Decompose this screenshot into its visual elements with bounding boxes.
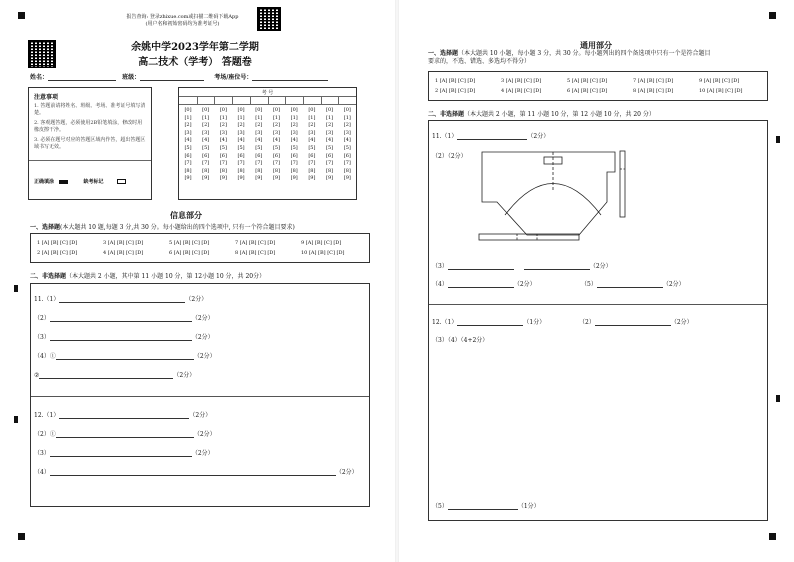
exam-digit-bubble[interactable]: [9] bbox=[237, 175, 245, 182]
exam-digit-bubble[interactable]: [6] bbox=[202, 152, 210, 159]
score-label: （2分） bbox=[662, 281, 685, 288]
general-q11-p4b bbox=[581, 279, 685, 288]
info-q12-p4-label: （4） bbox=[34, 469, 50, 476]
answer-line[interactable] bbox=[457, 320, 523, 326]
exam-digit-bubble[interactable]: [7] bbox=[343, 160, 351, 167]
student-qr-code bbox=[28, 40, 56, 68]
notes-box bbox=[28, 87, 152, 200]
exam-digit-bubble[interactable]: [5] bbox=[308, 144, 316, 151]
score-label: （2分） bbox=[193, 431, 216, 438]
exam-digit-bubble[interactable]: [1] bbox=[326, 114, 334, 121]
exam-digit-bubble[interactable]: [8] bbox=[290, 167, 298, 174]
exam-digit-bubble[interactable]: [2] bbox=[326, 122, 334, 129]
general-mc-heading bbox=[428, 50, 768, 66]
side-mark bbox=[14, 416, 18, 423]
exam-digit-bubble[interactable]: [7] bbox=[255, 160, 263, 167]
exam-digit-bubble[interactable]: [9] bbox=[184, 175, 192, 182]
side-mark bbox=[776, 395, 780, 402]
top-notice bbox=[115, 14, 250, 28]
exam-digit-bubble[interactable]: [7] bbox=[308, 160, 316, 167]
mc-question-options[interactable]: 3 [A] [B] [C] [D] bbox=[501, 78, 542, 84]
general-mc-heading-bold: 一、选择题 bbox=[428, 50, 459, 57]
exam-digit-bubble[interactable]: [8] bbox=[202, 167, 210, 174]
exam-digit-bubble[interactable]: [0] bbox=[343, 107, 351, 113]
exam-digit-bubble[interactable]: [5] bbox=[202, 144, 210, 151]
exam-number-column bbox=[287, 107, 302, 183]
exam-digit-bubble[interactable]: [7] bbox=[184, 160, 192, 167]
grid-separator bbox=[197, 96, 198, 104]
exam-digit-bubble[interactable]: [7] bbox=[290, 160, 298, 167]
info-q11-p2-label: （2） bbox=[34, 315, 50, 322]
general-mc-box bbox=[428, 71, 768, 101]
score-label: （2分） bbox=[191, 334, 214, 341]
exam-digit-bubble[interactable]: [1] bbox=[237, 114, 245, 121]
mc-question-options[interactable]: 7 [A] [B] [C] [D] bbox=[235, 240, 276, 246]
absent-mark-label: 缺考标记 bbox=[83, 179, 104, 185]
answer-line[interactable] bbox=[59, 297, 185, 303]
mc-question-options[interactable]: 1 [A] [B] [C] [D] bbox=[435, 78, 476, 84]
general-q12-p3-label: （3）（4）（4+2分） bbox=[432, 337, 489, 344]
exam-digit-bubble[interactable]: [9] bbox=[272, 175, 281, 182]
mc-question-options[interactable]: 6 [A] [B] [C] [D] bbox=[567, 88, 608, 94]
exam-digit-bubble[interactable]: [6] bbox=[326, 152, 334, 159]
top-notice-line2: (用户名和初始密码均为准考证号) bbox=[145, 21, 220, 27]
exam-number-column bbox=[216, 107, 231, 183]
exam-digit-bubble[interactable]: [4] bbox=[272, 137, 281, 144]
answer-line[interactable] bbox=[50, 316, 192, 322]
info-q11-p4-label: （4）① bbox=[34, 353, 56, 360]
general-q11-p4b-label: （5） bbox=[581, 281, 597, 288]
exam-digit-bubble[interactable]: [6] bbox=[272, 152, 281, 159]
general-q11-p3 bbox=[432, 261, 612, 270]
general-part-title: 通用部分 bbox=[580, 40, 612, 50]
exam-digit-bubble[interactable]: [1] bbox=[219, 114, 227, 121]
info-q12-p4 bbox=[34, 467, 358, 476]
score-label: （2分） bbox=[193, 353, 216, 360]
mc-question-options[interactable]: 1 [A] [B] [C] [D] bbox=[37, 240, 78, 246]
exam-digit-bubble[interactable]: [2] bbox=[272, 122, 281, 129]
score-label: （2分） bbox=[670, 319, 693, 326]
info-q11-p1 bbox=[34, 294, 207, 303]
room-seat-field[interactable] bbox=[252, 75, 328, 81]
exam-digit-bubble[interactable]: [6] bbox=[255, 152, 263, 159]
exam-digit-bubble[interactable]: [2] bbox=[202, 122, 210, 129]
info-q11-p3-label: （3） bbox=[34, 334, 50, 341]
grid-separator bbox=[285, 96, 286, 104]
answer-line[interactable] bbox=[39, 373, 173, 379]
exam-digit-bubble[interactable]: [0] bbox=[184, 107, 192, 113]
exam-digit-bubble[interactable]: [4] bbox=[219, 137, 227, 144]
side-view-drawing bbox=[617, 149, 629, 219]
name-field[interactable] bbox=[48, 75, 116, 81]
exam-digit-bubble[interactable]: [9] bbox=[308, 175, 316, 182]
notes-item: 2. 客观题答题，必须使用2B铅笔填涂，修改时用橡皮擦干净。 bbox=[34, 120, 143, 133]
exam-digit-bubble[interactable]: [4] bbox=[326, 137, 334, 144]
exam-digit-bubble[interactable]: [5] bbox=[326, 144, 334, 151]
exam-digit-bubble[interactable]: [3] bbox=[326, 129, 334, 136]
exam-digit-bubble[interactable]: [3] bbox=[237, 129, 245, 136]
exam-digit-bubble[interactable]: [5] bbox=[237, 144, 245, 151]
exam-digit-bubble[interactable]: [2] bbox=[290, 122, 298, 129]
exam-digit-bubble[interactable]: [7] bbox=[237, 160, 245, 167]
exam-digit-bubble[interactable]: [8] bbox=[184, 167, 192, 174]
mc-question-options[interactable]: 2 [A] [B] [C] [D] bbox=[37, 250, 78, 256]
score-label: （2分） bbox=[185, 296, 208, 303]
page-subtitle: 高二技术（学考） 答题卷 bbox=[138, 57, 252, 68]
general-q12-p2 bbox=[579, 317, 693, 326]
score-label: （2分） bbox=[191, 315, 214, 322]
answer-line[interactable] bbox=[457, 134, 527, 140]
score-label: （2分） bbox=[335, 469, 358, 476]
info-nonmc-heading-bold: 二、非选择题 bbox=[30, 273, 67, 280]
mc-question-options[interactable]: 7 [A] [B] [C] [D] bbox=[633, 78, 674, 84]
exam-digit-bubble[interactable]: [0] bbox=[255, 107, 263, 113]
mc-question-options[interactable]: 9 [A] [B] [C] [D] bbox=[301, 240, 342, 246]
exam-digit-bubble[interactable]: [1] bbox=[184, 114, 192, 121]
exam-digit-bubble[interactable]: [8] bbox=[219, 167, 227, 174]
student-fields bbox=[30, 72, 328, 81]
exam-digit-bubble[interactable]: [8] bbox=[326, 167, 334, 174]
grid-separator bbox=[303, 96, 304, 104]
score-label: （2分） bbox=[589, 263, 612, 270]
exam-digit-bubble[interactable]: [2] bbox=[343, 122, 351, 129]
mc-question-options[interactable]: 2 [A] [B] [C] [D] bbox=[435, 88, 476, 94]
exam-digit-bubble[interactable]: [9] bbox=[202, 175, 210, 182]
technical-drawing bbox=[477, 147, 627, 249]
general-q12-p5 bbox=[432, 501, 540, 510]
q-divider bbox=[31, 396, 369, 397]
side-mark bbox=[14, 285, 18, 292]
mc-question-options[interactable]: 10 [A] [B] [C] [D] bbox=[699, 88, 743, 94]
exam-digit-bubble[interactable]: [4] bbox=[184, 137, 192, 144]
exam-digit-bubble[interactable]: [3] bbox=[290, 129, 298, 136]
answer-line[interactable] bbox=[56, 354, 194, 360]
exam-digit-bubble[interactable]: [2] bbox=[255, 122, 263, 129]
answer-line[interactable] bbox=[56, 432, 194, 438]
exam-digit-bubble[interactable]: [6] bbox=[343, 152, 351, 159]
mc-question-options[interactable]: 3 [A] [B] [C] [D] bbox=[103, 240, 144, 246]
exam-digit-bubble[interactable]: [4] bbox=[308, 137, 316, 144]
score-label: （1分） bbox=[517, 503, 540, 510]
exam-digit-bubble[interactable]: [1] bbox=[255, 114, 263, 121]
exam-digit-bubble[interactable]: [4] bbox=[343, 137, 351, 144]
exam-digit-bubble[interactable]: [8] bbox=[237, 167, 245, 174]
score-label: （2分） bbox=[527, 133, 550, 140]
exam-digit-bubble[interactable]: [0] bbox=[202, 107, 210, 113]
general-q12-p2-label: （2） bbox=[579, 319, 595, 326]
grid-separator bbox=[214, 96, 215, 104]
registration-mark bbox=[769, 12, 776, 19]
exam-digit-bubble[interactable]: [3] bbox=[184, 129, 192, 136]
exam-digit-bubble[interactable]: [3] bbox=[255, 129, 263, 136]
general-nonmc-heading-rest: （本大题共 2 小题，第 11 小题 10 分，第 12 小题 10 分，共 20 分） bbox=[464, 111, 655, 118]
grid-separator bbox=[232, 96, 233, 104]
page-title: 余姚中学2023学年第二学期 bbox=[131, 42, 259, 53]
general-q11-p1 bbox=[432, 131, 549, 140]
general-nonmc-box bbox=[428, 120, 768, 521]
exam-digit-bubble[interactable]: [8] bbox=[308, 167, 316, 174]
mc-question-options[interactable]: 9 [A] [B] [C] [D] bbox=[699, 78, 740, 84]
general-nonmc-heading-bold: 二、非选择题 bbox=[428, 111, 465, 118]
exam-digit-bubble[interactable]: [1] bbox=[343, 114, 351, 121]
notes-item: 3. 必须在题号对应的答题区域内作答，超出答题区域书写无效。 bbox=[34, 137, 146, 150]
info-mc-heading-bold: 一、选择题 bbox=[30, 224, 61, 231]
exam-digit-bubble[interactable]: [6] bbox=[308, 152, 316, 159]
exam-number-title: 考 号 bbox=[261, 90, 274, 96]
general-q11-p4a bbox=[432, 279, 536, 288]
exam-digit-bubble[interactable]: [7] bbox=[272, 160, 281, 167]
exam-digit-bubble[interactable]: [5] bbox=[255, 144, 263, 151]
info-q12-p1-label: 12.（1） bbox=[34, 412, 60, 419]
notes-divider bbox=[29, 160, 151, 161]
mc-question-options[interactable]: 4 [A] [B] [C] [D] bbox=[103, 250, 144, 256]
answer-line[interactable] bbox=[50, 470, 336, 476]
exam-digit-bubble[interactable]: [5] bbox=[343, 144, 351, 151]
info-q12-p3 bbox=[34, 448, 214, 457]
answer-line[interactable] bbox=[595, 320, 671, 326]
exam-digit-bubble[interactable]: [1] bbox=[202, 114, 210, 121]
general-mc-heading-rest-1: （本大题共 10 小题，每小题 3 分，共 30 分。每小题列出的四个备选项中只有一个是符合题目 bbox=[458, 50, 711, 57]
exam-digit-bubble[interactable]: [3] bbox=[272, 129, 281, 136]
top-notice-line1: 报告查询: 登录zhixue.com或扫描二维码下载App bbox=[126, 14, 239, 20]
exam-digit-bubble[interactable]: [6] bbox=[184, 152, 192, 159]
exam-digit-bubble[interactable]: [3] bbox=[308, 129, 316, 136]
general-nonmc-heading bbox=[428, 109, 655, 118]
name-label: 姓名： bbox=[30, 74, 49, 81]
mc-question-options[interactable]: 10 [A] [B] [C] [D] bbox=[301, 250, 345, 256]
exam-digit-bubble[interactable]: [0] bbox=[219, 107, 227, 113]
exam-digit-bubble[interactable]: [5] bbox=[290, 144, 298, 151]
exam-digit-bubble[interactable]: [2] bbox=[308, 122, 316, 129]
mc-question-options[interactable]: 4 [A] [B] [C] [D] bbox=[501, 88, 542, 94]
fill-legend bbox=[34, 178, 126, 185]
exam-number-column bbox=[340, 107, 355, 183]
class-field[interactable] bbox=[140, 75, 204, 81]
exam-digit-bubble[interactable]: [9] bbox=[255, 175, 263, 182]
exam-digit-bubble[interactable]: [0] bbox=[237, 107, 245, 113]
app-qr-code bbox=[257, 7, 281, 31]
info-mc-heading bbox=[30, 222, 295, 231]
exam-digit-bubble[interactable]: [1] bbox=[272, 114, 281, 121]
info-q11-p5-label: ② bbox=[34, 372, 40, 379]
filled-example-icon bbox=[59, 180, 68, 184]
page-fold bbox=[395, 0, 399, 562]
general-q11-p2-label: （2）（2分） bbox=[432, 153, 467, 160]
info-q12-p2 bbox=[34, 429, 216, 438]
exam-digit-bubble[interactable]: [0] bbox=[326, 107, 334, 113]
exam-digit-bubble[interactable]: [8] bbox=[272, 167, 281, 174]
exam-digit-bubble[interactable]: [7] bbox=[202, 160, 210, 167]
exam-number-column bbox=[322, 107, 337, 183]
exam-number-column bbox=[234, 107, 249, 183]
answer-line[interactable] bbox=[448, 282, 514, 288]
mc-question-options[interactable]: 6 [A] [B] [C] [D] bbox=[169, 250, 210, 256]
exam-number-column bbox=[304, 107, 319, 183]
info-nonmc-heading bbox=[30, 271, 265, 280]
info-q12-p3-label: （3） bbox=[34, 450, 50, 457]
exam-digit-bubble[interactable]: [7] bbox=[326, 160, 334, 167]
class-label: 班级： bbox=[122, 74, 141, 81]
exam-digit-bubble[interactable]: [4] bbox=[237, 137, 245, 144]
general-q12-p5-label: （5） bbox=[432, 503, 448, 510]
q-divider bbox=[429, 304, 767, 305]
exam-digit-bubble[interactable]: [5] bbox=[184, 144, 192, 151]
exam-digit-bubble[interactable]: [9] bbox=[290, 175, 298, 182]
drawing-outline bbox=[482, 152, 615, 235]
absent-mark-box[interactable] bbox=[117, 179, 126, 184]
score-label: （2分） bbox=[189, 412, 212, 419]
general-q11-p1-label: 11.（1） bbox=[432, 133, 458, 140]
exam-digit-bubble[interactable]: [8] bbox=[343, 167, 351, 174]
exam-digit-bubble[interactable]: [6] bbox=[290, 152, 298, 159]
info-q11-p1-label: 11.（1） bbox=[34, 296, 60, 303]
exam-digit-bubble[interactable]: [4] bbox=[290, 137, 298, 144]
exam-digit-bubble[interactable]: [1] bbox=[308, 114, 316, 121]
exam-digit-bubble[interactable]: [6] bbox=[219, 152, 227, 159]
drawing-area[interactable] bbox=[432, 347, 762, 497]
info-q12-p2-label: （2）① bbox=[34, 431, 56, 438]
mc-question-options[interactable]: 8 [A] [B] [C] [D] bbox=[235, 250, 276, 256]
general-q11-p3-label: （3） bbox=[432, 263, 448, 270]
info-mc-box bbox=[30, 233, 370, 263]
score-label: （2分） bbox=[513, 281, 536, 288]
side-mark bbox=[776, 136, 780, 143]
score-label: （1分） bbox=[523, 319, 546, 326]
mc-question-options[interactable]: 5 [A] [B] [C] [D] bbox=[169, 240, 210, 246]
room-label: 考场/座位号： bbox=[214, 74, 253, 81]
exam-digit-bubble[interactable]: [2] bbox=[219, 122, 227, 129]
exam-digit-bubble[interactable]: [9] bbox=[219, 175, 227, 182]
exam-number-column bbox=[198, 107, 213, 183]
score-label: （2分） bbox=[173, 372, 196, 379]
grid-separator bbox=[268, 96, 269, 104]
exam-digit-bubble[interactable]: [8] bbox=[255, 167, 263, 174]
info-part-title: 信息部分 bbox=[170, 210, 202, 220]
info-nonmc-box bbox=[30, 283, 370, 507]
exam-digit-bubble[interactable]: [0] bbox=[272, 107, 281, 113]
exam-digit-bubble[interactable]: [3] bbox=[202, 129, 210, 136]
exam-number-column bbox=[181, 107, 196, 183]
exam-number-column bbox=[251, 107, 266, 183]
info-q11-p2 bbox=[34, 313, 214, 322]
answer-line[interactable] bbox=[448, 264, 514, 270]
exam-digit-bubble[interactable]: [9] bbox=[343, 175, 351, 182]
exam-digit-bubble[interactable]: [9] bbox=[326, 175, 334, 182]
exam-digit-bubble[interactable]: [0] bbox=[308, 107, 316, 113]
info-q11-p3 bbox=[34, 332, 214, 341]
score-label: （2分） bbox=[191, 450, 214, 457]
info-mc-heading-rest: (本大题共 10 题,每题 3 分,共 30 分。每小题给出的四个选项中, 只有一个符合题目要求) bbox=[60, 224, 295, 231]
info-q11-p4 bbox=[34, 351, 216, 360]
exam-digit-bubble[interactable]: [6] bbox=[237, 152, 245, 159]
info-q12-p1 bbox=[34, 410, 211, 419]
exam-digit-bubble[interactable]: [3] bbox=[219, 129, 227, 136]
general-q12-p1-label: 12.（1） bbox=[432, 319, 458, 326]
registration-mark bbox=[18, 533, 25, 540]
mc-question-options[interactable]: 8 [A] [B] [C] [D] bbox=[633, 88, 674, 94]
answer-line[interactable] bbox=[50, 335, 192, 341]
answer-line[interactable] bbox=[59, 413, 189, 419]
exam-digit-bubble[interactable]: [2] bbox=[184, 122, 192, 129]
exam-digit-bubble[interactable]: [7] bbox=[219, 160, 227, 167]
fill-correct-label: 正确填涂 bbox=[34, 179, 55, 185]
notes-title: 注意事项 bbox=[34, 94, 59, 101]
exam-digit-bubble[interactable]: [1] bbox=[290, 114, 298, 121]
info-q11-p5 bbox=[34, 370, 195, 379]
exam-digit-bubble[interactable]: [2] bbox=[237, 122, 245, 129]
answer-line[interactable] bbox=[597, 282, 663, 288]
registration-mark bbox=[18, 12, 25, 19]
info-nonmc-heading-rest: （本大题共 2 小题，其中第 11 小题 10 分，第 12小题 10 分，共 20分） bbox=[66, 273, 266, 280]
exam-digit-bubble[interactable]: [0] bbox=[290, 107, 298, 113]
grid-separator bbox=[321, 96, 322, 104]
exam-digit-bubble[interactable]: [5] bbox=[219, 144, 227, 151]
general-q12-p1 bbox=[432, 317, 545, 326]
general-mc-heading-rest-2: 要求的，不选、错选、多选均不得分） bbox=[428, 58, 531, 65]
exam-digit-bubble[interactable]: [3] bbox=[343, 129, 351, 136]
answer-line[interactable] bbox=[50, 451, 192, 457]
exam-digit-bubble[interactable]: [4] bbox=[255, 137, 263, 144]
answer-line[interactable] bbox=[448, 504, 518, 510]
exam-digit-bubble[interactable]: [4] bbox=[202, 137, 210, 144]
mc-question-options[interactable]: 5 [A] [B] [C] [D] bbox=[567, 78, 608, 84]
exam-digit-bubble[interactable]: [5] bbox=[272, 144, 281, 151]
grid-separator bbox=[338, 96, 339, 104]
exam-number-grid bbox=[178, 87, 357, 200]
registration-mark bbox=[769, 533, 776, 540]
answer-line[interactable] bbox=[524, 264, 590, 270]
exam-number-column bbox=[269, 107, 284, 183]
grid-separator bbox=[250, 96, 251, 104]
general-q11-p4a-label: （4） bbox=[432, 281, 448, 288]
notes-item: 1. 答题前请将姓名、班级、考场、准考证号填写清楚。 bbox=[34, 103, 146, 116]
